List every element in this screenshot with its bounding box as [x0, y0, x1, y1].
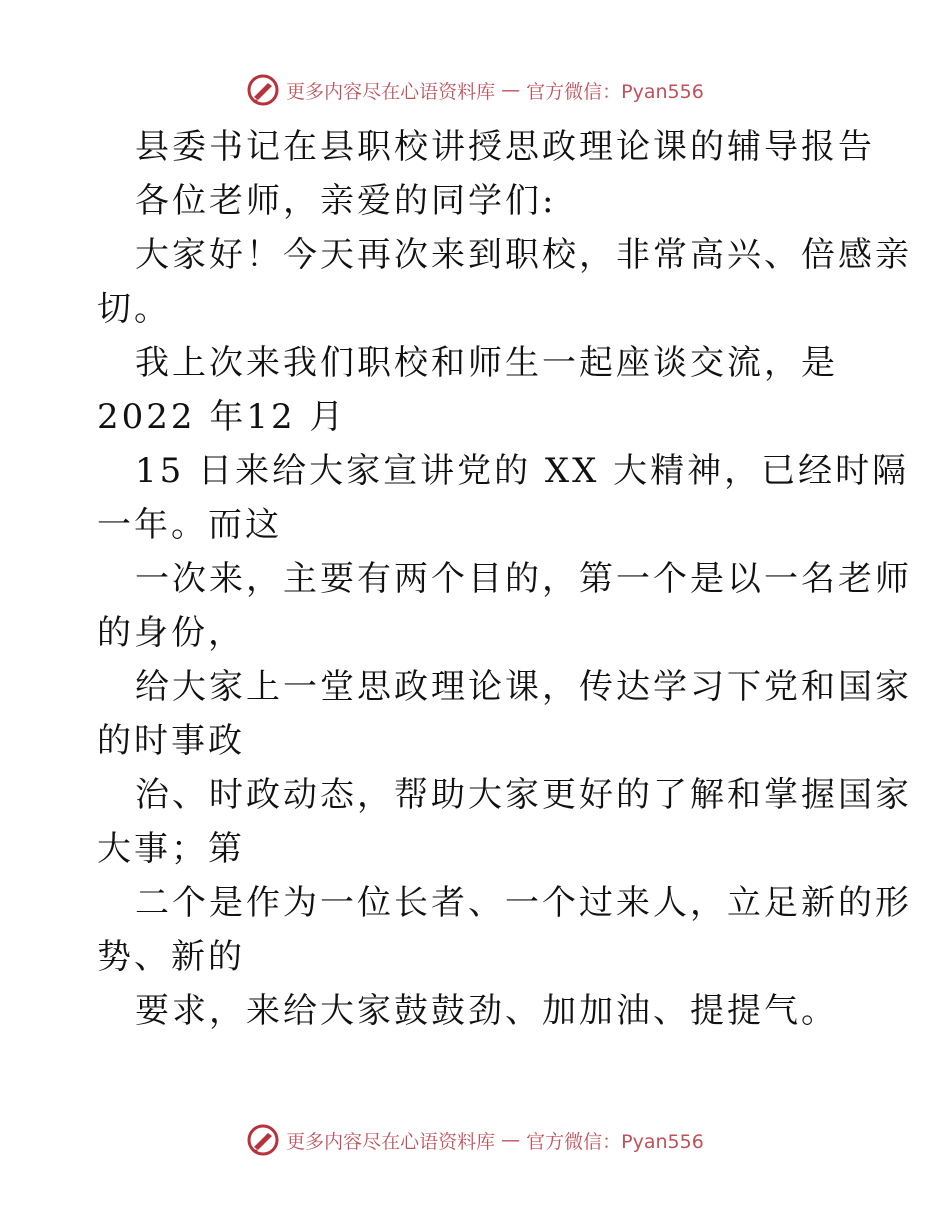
document-body — [97, 120, 912, 1038]
watermark-wechat: 官方微信：Pyan556 — [526, 1130, 704, 1153]
text-line: 大事；第 — [97, 829, 245, 869]
watermark-wechat: 官方微信：Pyan556 — [526, 80, 704, 103]
text-line: 给大家上一堂思政理论课，传达学习下党和国家 — [135, 667, 912, 707]
text-line: 切。 — [97, 289, 171, 329]
text-line: 二个是作为一位长者、一个过来人，立足新的形 — [135, 883, 912, 923]
footer-watermark — [0, 1120, 950, 1160]
watermark-dash: — — [501, 79, 521, 101]
text-line: 治、时政动态，帮助大家更好的了解和掌握国家 — [135, 775, 912, 815]
text-line: 我上次来我们职校和师生一起座谈交流，是 — [135, 343, 838, 383]
pen-logo-icon — [246, 73, 280, 107]
text-line: 一年。而这 — [97, 505, 282, 545]
text-line: 要求，来给大家鼓鼓劲、加加油、提提气。 — [135, 991, 838, 1031]
document-title: 县委书记在县职校讲授思政理论课的辅导报告 — [135, 127, 875, 167]
watermark-text: 更多内容尽在心语资料库 — [286, 1130, 496, 1153]
text-line: 一次来，主要有两个目的，第一个是以一名老师 — [135, 559, 912, 599]
text-line: 2022 年12 月 — [97, 397, 347, 437]
header-watermark — [0, 70, 950, 110]
text-line: 大家好！今天再次来到职校，非常高兴、倍感亲 — [135, 235, 912, 275]
text-line: 的身份， — [97, 613, 245, 653]
text-line: 势、新的 — [97, 937, 245, 977]
watermark-dash: — — [501, 1129, 521, 1151]
text-line: 15 日来给大家宣讲党的 XX 大精神，已经时隔 — [135, 451, 910, 491]
pen-logo-icon — [246, 1123, 280, 1157]
text-line: 的时事政 — [97, 721, 245, 761]
salutation: 各位老师，亲爱的同学们: — [135, 181, 557, 221]
watermark-text: 更多内容尽在心语资料库 — [286, 80, 496, 103]
